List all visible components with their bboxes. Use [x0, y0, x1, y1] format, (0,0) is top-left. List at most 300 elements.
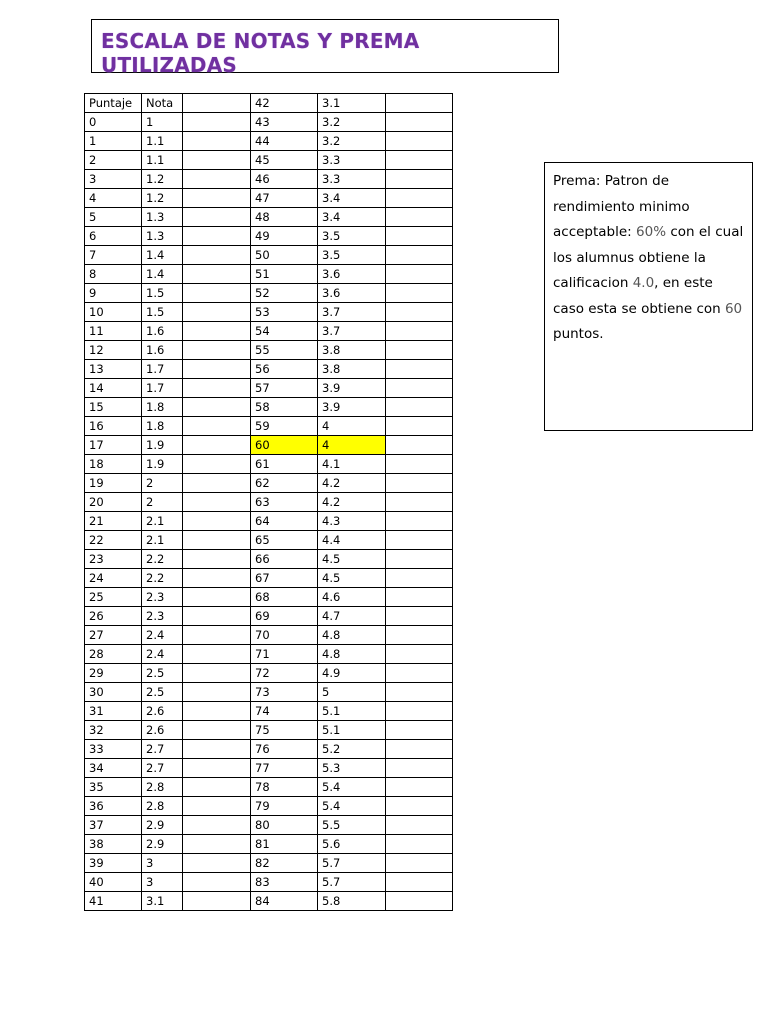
table-cell: 10: [85, 303, 142, 322]
table-row: [85, 664, 453, 683]
table-cell: [386, 721, 453, 740]
table-cell: [183, 626, 251, 645]
table-cell: 5: [318, 683, 386, 702]
table-cell: 3.5: [318, 227, 386, 246]
table-cell: 1: [142, 113, 183, 132]
table-row: [85, 892, 453, 911]
table-cell: 5.4: [318, 797, 386, 816]
table-cell: 1.5: [142, 284, 183, 303]
table-cell: 54: [251, 322, 318, 341]
table-cell: [386, 854, 453, 873]
table-cell: 3.9: [318, 379, 386, 398]
table-cell: 1.9: [142, 455, 183, 474]
table-row: [85, 569, 453, 588]
table-cell: [183, 550, 251, 569]
table-cell: 68: [251, 588, 318, 607]
table-cell: 1.1: [142, 151, 183, 170]
table-row: [85, 797, 453, 816]
table-cell: 3.2: [318, 113, 386, 132]
table-cell: 2.9: [142, 816, 183, 835]
table-row: [85, 645, 453, 664]
table-row: [85, 398, 453, 417]
table-cell: 3.5: [318, 246, 386, 265]
table-cell: [386, 550, 453, 569]
table-cell: 59: [251, 417, 318, 436]
table-cell: 2.2: [142, 550, 183, 569]
table-cell: [386, 797, 453, 816]
table-cell: 19: [85, 474, 142, 493]
table-cell: 16: [85, 417, 142, 436]
table-cell: 5.1: [318, 702, 386, 721]
table-cell: 2.6: [142, 702, 183, 721]
table-cell: 5.5: [318, 816, 386, 835]
table-cell: 2.2: [142, 569, 183, 588]
table-cell: [183, 854, 251, 873]
table-cell: 4.9: [318, 664, 386, 683]
table-cell: 79: [251, 797, 318, 816]
table-cell: 5.8: [318, 892, 386, 911]
table-row: [85, 360, 453, 379]
table-cell: 66: [251, 550, 318, 569]
table-cell: 5.7: [318, 854, 386, 873]
table-row: [85, 189, 453, 208]
table-cell: 61: [251, 455, 318, 474]
table-cell: [183, 569, 251, 588]
table-cell: [183, 816, 251, 835]
table-cell: [183, 873, 251, 892]
table-row: [85, 721, 453, 740]
table-cell: [183, 379, 251, 398]
table-row: [85, 607, 453, 626]
table-cell: 44: [251, 132, 318, 151]
table-cell: [386, 626, 453, 645]
table-cell: [183, 892, 251, 911]
table-header-cell: Puntaje: [85, 94, 142, 113]
table-header-cell: [183, 94, 251, 113]
table-cell: [386, 322, 453, 341]
table-cell: [386, 835, 453, 854]
table-cell: 5.3: [318, 759, 386, 778]
table-cell: 63: [251, 493, 318, 512]
table-cell: [183, 436, 251, 455]
table-cell: 80: [251, 816, 318, 835]
table-row: [85, 170, 453, 189]
table-cell: 75: [251, 721, 318, 740]
note-text-4: puntos.: [553, 326, 604, 342]
table-cell: 4.4: [318, 531, 386, 550]
table-cell: [183, 151, 251, 170]
table-row: [85, 417, 453, 436]
table-cell: [386, 246, 453, 265]
table-cell: [183, 778, 251, 797]
table-cell: 4.6: [318, 588, 386, 607]
table-cell: 33: [85, 740, 142, 759]
table-cell: [183, 417, 251, 436]
table-cell: [386, 132, 453, 151]
table-cell: 35: [85, 778, 142, 797]
table-cell: 38: [85, 835, 142, 854]
table-cell: [386, 265, 453, 284]
table-cell: 57: [251, 379, 318, 398]
note-text-2: con el cual los alumnus obtiene la calificacion: [553, 224, 744, 291]
table-cell: 14: [85, 379, 142, 398]
table-cell: 3.1: [142, 892, 183, 911]
table-cell: [183, 702, 251, 721]
table-cell: [183, 208, 251, 227]
table-cell: 18: [85, 455, 142, 474]
table-cell: [386, 892, 453, 911]
table-header-row: [85, 94, 453, 113]
table-cell: 74: [251, 702, 318, 721]
table-cell: [183, 303, 251, 322]
table-cell: 60: [251, 436, 318, 455]
table-cell: 1.3: [142, 227, 183, 246]
table-cell: [183, 227, 251, 246]
table-cell: [386, 645, 453, 664]
table-row: [85, 550, 453, 569]
table-cell: 82: [251, 854, 318, 873]
table-row: [85, 208, 453, 227]
table-row: [85, 227, 453, 246]
table-cell: [183, 588, 251, 607]
table-row: [85, 303, 453, 322]
table-cell: [183, 664, 251, 683]
table-cell: 83: [251, 873, 318, 892]
table-cell: 1.2: [142, 189, 183, 208]
table-cell: 1.8: [142, 417, 183, 436]
table-cell: 5.6: [318, 835, 386, 854]
table-cell: 12: [85, 341, 142, 360]
table-cell: [386, 379, 453, 398]
table-cell: 3.7: [318, 303, 386, 322]
table-cell: 4.5: [318, 569, 386, 588]
table-cell: [183, 683, 251, 702]
table-cell: 4.2: [318, 474, 386, 493]
table-cell: 1.6: [142, 322, 183, 341]
table-cell: 3: [142, 873, 183, 892]
table-cell: 5.1: [318, 721, 386, 740]
table-cell: 41: [85, 892, 142, 911]
table-cell: 1.3: [142, 208, 183, 227]
table-cell: [386, 474, 453, 493]
table-cell: [183, 531, 251, 550]
table-cell: 4: [318, 436, 386, 455]
table-cell: 81: [251, 835, 318, 854]
table-cell: 2.8: [142, 778, 183, 797]
table-cell: 70: [251, 626, 318, 645]
table-cell: 1.7: [142, 360, 183, 379]
table-cell: 2.4: [142, 645, 183, 664]
table-cell: 3.8: [318, 360, 386, 379]
table-row: [85, 436, 453, 455]
table-cell: 1.4: [142, 246, 183, 265]
table-cell: 3: [85, 170, 142, 189]
table-cell: 4.3: [318, 512, 386, 531]
table-row: [85, 816, 453, 835]
table-cell: [183, 265, 251, 284]
table-cell: 4.8: [318, 626, 386, 645]
table-cell: 1.9: [142, 436, 183, 455]
table-cell: 5.7: [318, 873, 386, 892]
note-text-1: Prema: Patron de rendimiento minimo acceptable:: [553, 173, 690, 240]
table-cell: 3.3: [318, 151, 386, 170]
table-row: [85, 284, 453, 303]
table-cell: [386, 778, 453, 797]
table-cell: 20: [85, 493, 142, 512]
table-cell: 2: [85, 151, 142, 170]
table-cell: 3.4: [318, 208, 386, 227]
table-cell: 4: [318, 417, 386, 436]
table-row: [85, 246, 453, 265]
table-cell: [386, 607, 453, 626]
table-cell: 36: [85, 797, 142, 816]
table-header-cell: Nota: [142, 94, 183, 113]
table-cell: 2.9: [142, 835, 183, 854]
note-grade: 4.0: [632, 275, 655, 291]
table-cell: [183, 170, 251, 189]
table-cell: [386, 170, 453, 189]
table-cell: [183, 740, 251, 759]
table-cell: 64: [251, 512, 318, 531]
table-cell: 2: [142, 493, 183, 512]
table-row: [85, 132, 453, 151]
table-cell: [386, 208, 453, 227]
table-cell: [183, 341, 251, 360]
table-cell: 21: [85, 512, 142, 531]
table-cell: [386, 816, 453, 835]
table-row: [85, 455, 453, 474]
table-cell: 2.6: [142, 721, 183, 740]
table-cell: 43: [251, 113, 318, 132]
table-cell: 67: [251, 569, 318, 588]
table-cell: [183, 759, 251, 778]
table-cell: 49: [251, 227, 318, 246]
table-cell: [183, 645, 251, 664]
table-cell: [183, 455, 251, 474]
table-cell: [386, 493, 453, 512]
table-cell: 2.7: [142, 740, 183, 759]
note-points: 60: [724, 300, 743, 317]
table-cell: 3.4: [318, 189, 386, 208]
table-cell: 24: [85, 569, 142, 588]
table-cell: [386, 360, 453, 379]
table-cell: 4.2: [318, 493, 386, 512]
table-cell: 25: [85, 588, 142, 607]
table-cell: 73: [251, 683, 318, 702]
table-row: [85, 683, 453, 702]
table-row: [85, 531, 453, 550]
table-cell: [183, 322, 251, 341]
table-cell: 53: [251, 303, 318, 322]
table-cell: [386, 151, 453, 170]
table-cell: 56: [251, 360, 318, 379]
table-cell: [386, 417, 453, 436]
table-cell: [386, 341, 453, 360]
table-cell: 78: [251, 778, 318, 797]
table-cell: 4.8: [318, 645, 386, 664]
table-row: [85, 341, 453, 360]
table-cell: [386, 227, 453, 246]
table-row: [85, 151, 453, 170]
table-cell: 32: [85, 721, 142, 740]
table-cell: 2.1: [142, 531, 183, 550]
table-cell: 77: [251, 759, 318, 778]
table-cell: 29: [85, 664, 142, 683]
table-cell: [183, 607, 251, 626]
table-cell: 65: [251, 531, 318, 550]
table-cell: 39: [85, 854, 142, 873]
table-cell: [386, 531, 453, 550]
table-cell: [183, 835, 251, 854]
table-cell: 52: [251, 284, 318, 303]
table-row: [85, 740, 453, 759]
table-cell: [183, 512, 251, 531]
table-cell: 31: [85, 702, 142, 721]
table-cell: 2.3: [142, 588, 183, 607]
table-cell: [183, 474, 251, 493]
table-cell: 4.7: [318, 607, 386, 626]
table-row: [85, 493, 453, 512]
table-cell: [386, 683, 453, 702]
table-cell: 72: [251, 664, 318, 683]
table-cell: 22: [85, 531, 142, 550]
table-cell: 7: [85, 246, 142, 265]
table-cell: 4: [85, 189, 142, 208]
table-cell: 28: [85, 645, 142, 664]
table-cell: 2: [142, 474, 183, 493]
table-cell: 26: [85, 607, 142, 626]
table-cell: [183, 398, 251, 417]
table-row: [85, 626, 453, 645]
table-cell: 58: [251, 398, 318, 417]
table-row: [85, 854, 453, 873]
table-cell: 69: [251, 607, 318, 626]
table-cell: 23: [85, 550, 142, 569]
table-cell: 1.7: [142, 379, 183, 398]
table-cell: [183, 360, 251, 379]
table-cell: 51: [251, 265, 318, 284]
table-cell: 3.2: [318, 132, 386, 151]
table-cell: [386, 702, 453, 721]
table-cell: [386, 455, 453, 474]
table-cell: 2.8: [142, 797, 183, 816]
table-cell: 55: [251, 341, 318, 360]
table-cell: 0: [85, 113, 142, 132]
table-cell: 48: [251, 208, 318, 227]
table-cell: [386, 398, 453, 417]
table-cell: 1.1: [142, 132, 183, 151]
table-row: [85, 588, 453, 607]
table-cell: 2.4: [142, 626, 183, 645]
table-cell: 2.5: [142, 683, 183, 702]
table-cell: 46: [251, 170, 318, 189]
table-cell: 1.6: [142, 341, 183, 360]
table-cell: [386, 284, 453, 303]
table-cell: [386, 664, 453, 683]
table-cell: [183, 113, 251, 132]
table-header-cell: 42: [251, 94, 318, 113]
table-cell: 3.7: [318, 322, 386, 341]
table-row: [85, 322, 453, 341]
table-cell: 45: [251, 151, 318, 170]
table-row: [85, 379, 453, 398]
table-cell: [386, 436, 453, 455]
table-row: [85, 759, 453, 778]
table-cell: 3.9: [318, 398, 386, 417]
table-cell: 1.4: [142, 265, 183, 284]
prema-note-box: [544, 162, 753, 431]
table-cell: [386, 759, 453, 778]
table-cell: 6: [85, 227, 142, 246]
table-cell: 15: [85, 398, 142, 417]
table-cell: 27: [85, 626, 142, 645]
table-row: [85, 702, 453, 721]
page-title: ESCALA DE NOTAS Y PREMA UTILIZADAS: [101, 29, 420, 77]
table-cell: 2.3: [142, 607, 183, 626]
table-cell: 3.6: [318, 284, 386, 303]
table-cell: 3.3: [318, 170, 386, 189]
table-cell: 47: [251, 189, 318, 208]
table-row: [85, 835, 453, 854]
table-row: [85, 512, 453, 531]
table-cell: 13: [85, 360, 142, 379]
table-cell: [183, 721, 251, 740]
table-row: [85, 113, 453, 132]
table-cell: 40: [85, 873, 142, 892]
table-cell: 30: [85, 683, 142, 702]
table-cell: [183, 132, 251, 151]
table-cell: [386, 873, 453, 892]
table-cell: 9: [85, 284, 142, 303]
table-cell: 8: [85, 265, 142, 284]
table-cell: 84: [251, 892, 318, 911]
table-cell: [386, 113, 453, 132]
table-cell: [183, 797, 251, 816]
table-cell: 76: [251, 740, 318, 759]
table-row: [85, 778, 453, 797]
table-cell: 62: [251, 474, 318, 493]
title-box: [91, 19, 559, 77]
table-cell: [386, 303, 453, 322]
table-cell: 1.5: [142, 303, 183, 322]
note-percent: 60%: [636, 224, 667, 240]
table-cell: 1.2: [142, 170, 183, 189]
table-cell: 34: [85, 759, 142, 778]
table-cell: 17: [85, 436, 142, 455]
table-cell: 3.6: [318, 265, 386, 284]
table-cell: 4.5: [318, 550, 386, 569]
grades-table: [84, 93, 453, 911]
table-cell: 3.8: [318, 341, 386, 360]
table-cell: 37: [85, 816, 142, 835]
table-cell: 1.8: [142, 398, 183, 417]
table-cell: 2.1: [142, 512, 183, 531]
table-cell: [386, 512, 453, 531]
table-cell: 5.4: [318, 778, 386, 797]
table-cell: [183, 284, 251, 303]
table-row: [85, 873, 453, 892]
table-cell: 3: [142, 854, 183, 873]
table-cell: 50: [251, 246, 318, 265]
table-header-cell: [386, 94, 453, 113]
table-cell: 11: [85, 322, 142, 341]
table-cell: 1: [85, 132, 142, 151]
table-row: [85, 265, 453, 284]
table-row: [85, 474, 453, 493]
table-header-cell: 3.1: [318, 94, 386, 113]
table-cell: [386, 189, 453, 208]
table-cell: [183, 493, 251, 512]
